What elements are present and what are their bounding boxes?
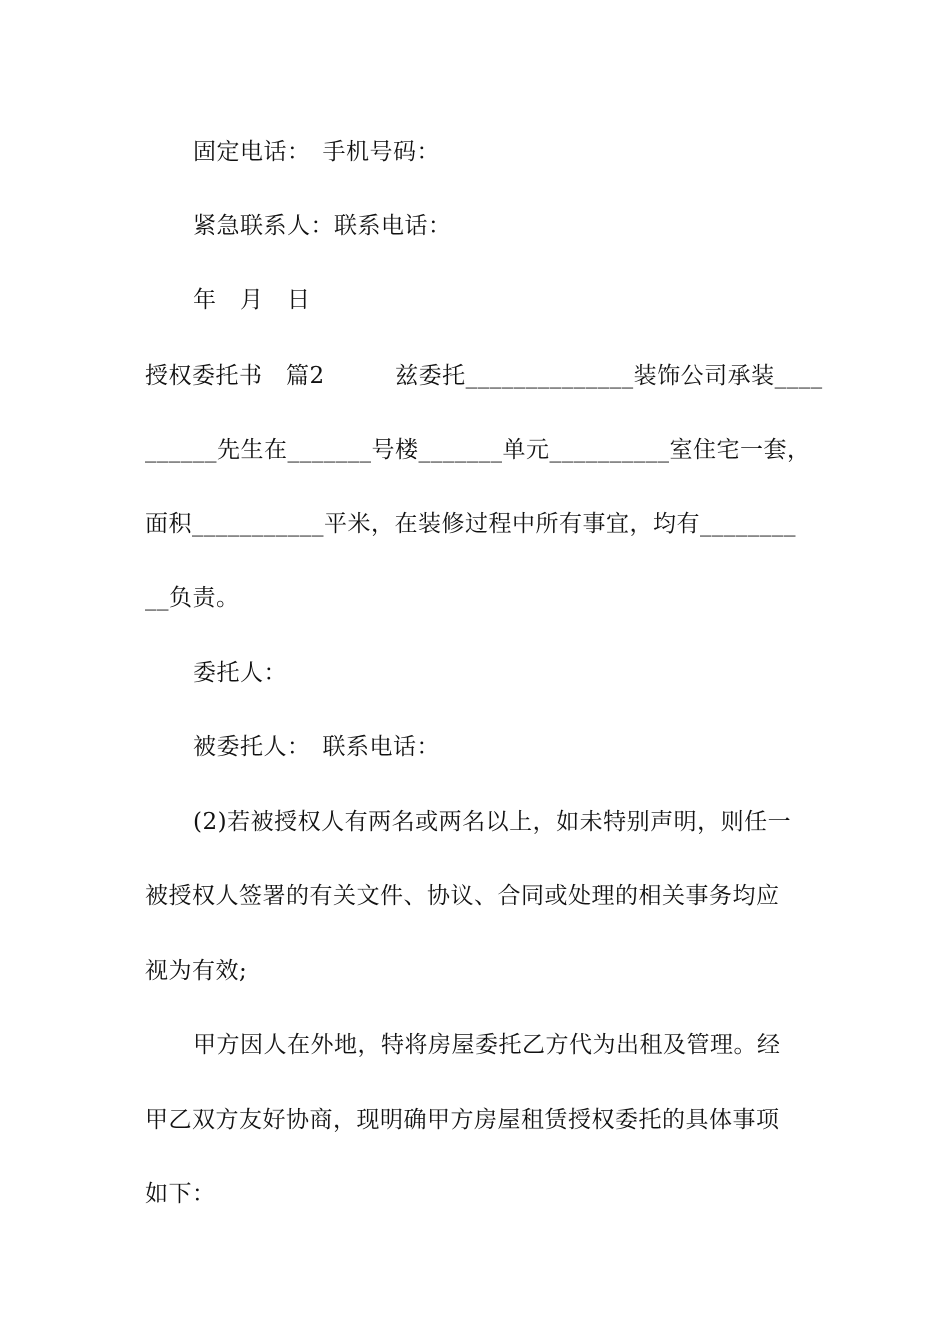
landline-phone-label: 固定电话： 手机号码： bbox=[193, 139, 440, 165]
paragraph-line: 视为有效; bbox=[145, 958, 248, 984]
section-heading-line: 授权委托书 篇2 兹委托______________装饰公司承装____ bbox=[145, 363, 823, 389]
paragraph-line: (2)若被授权人有两名或两名以上，如未特别声明，则任一 bbox=[193, 809, 792, 835]
paragraph-line: 甲乙双方友好协商，现明确甲方房屋租赁授权委托的具体事项 bbox=[145, 1107, 780, 1133]
paragraph-line: ______先生在_______号楼_______单元__________室住宅一套， bbox=[145, 437, 811, 463]
agent-label: 被委托人： 联系电话： bbox=[193, 734, 440, 760]
paragraph-line: 如下： bbox=[145, 1181, 216, 1207]
paragraph-line: 甲方因人在外地，特将房屋委托乙方代为出租及管理。经 bbox=[193, 1032, 781, 1058]
paragraph-line: 被授权人签署的有关文件、协议、合同或处理的相关事务均应 bbox=[145, 883, 780, 909]
principal-label: 委托人： bbox=[193, 660, 287, 686]
emergency-contact-label: 紧急联系人：联系电话： bbox=[193, 213, 452, 239]
paragraph-line: 面积___________平米，在装修过程中所有事宜，均有________ bbox=[145, 511, 796, 537]
paragraph-line: __负责。 bbox=[145, 585, 240, 611]
date-line: 年 月 日 bbox=[193, 287, 311, 313]
